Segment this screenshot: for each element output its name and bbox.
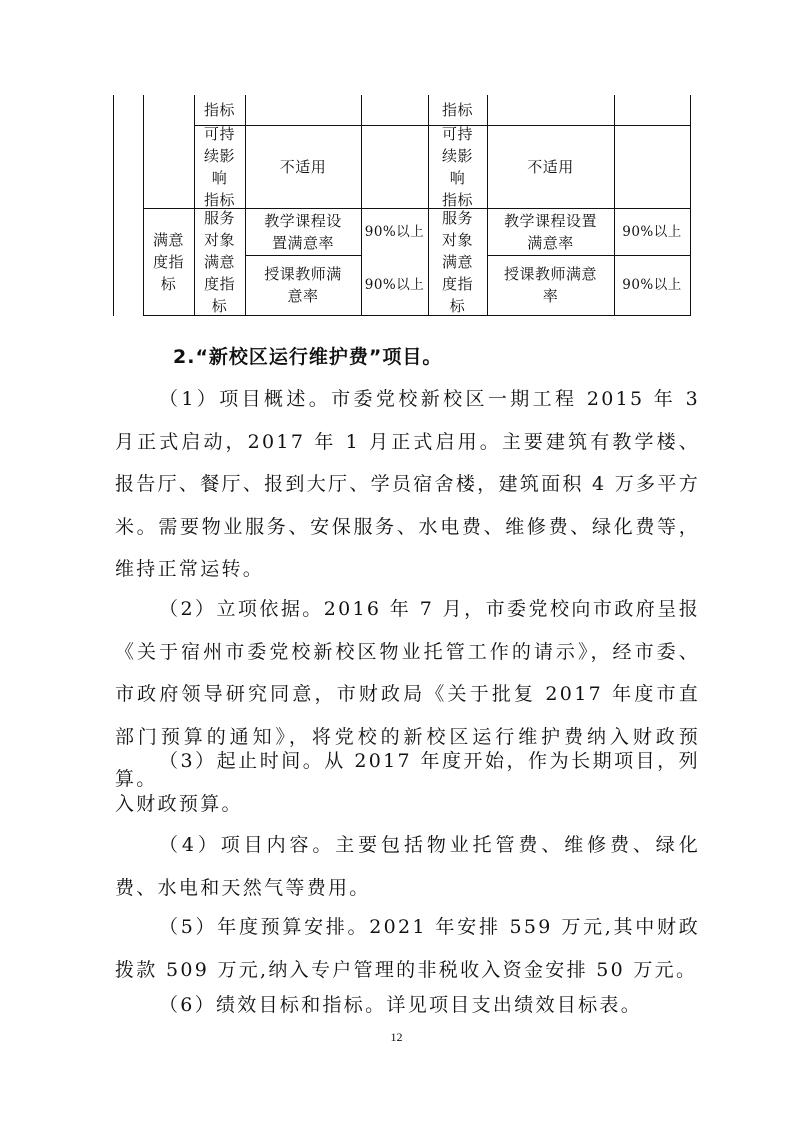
paragraph-overview: （1）项目概述。市委党校新校区一期工程 2015 年 3 月正式启动，2017 年 1 月正式启用。主要建筑有教学楼、报告厅、餐厅、报到大厅、学员宿舍楼，建筑面积 4 万多平方米。需要物业服务、安保服务、水电费、维修费、绿化费等，维持正常运转。 bbox=[115, 388, 700, 581]
table-cell-service-target-satisfaction-left: 服务 对象 满意 度指 标 bbox=[203, 208, 235, 315]
table-cell-sustainable-impact-right: 可持 续影 响 指标 bbox=[441, 124, 473, 209]
table-cell-satisfaction-category: 满意 度指 标 bbox=[152, 230, 184, 293]
paragraph-targets: （6）绩效目标和指标。详见项目支出绩效目标表。 bbox=[159, 994, 642, 1016]
table-cell-service-target-satisfaction-right: 服务 对象 满意 度指 标 bbox=[441, 208, 473, 315]
table-cell-not-applicable-right: 不适用 bbox=[527, 157, 574, 176]
table-cell-course-satisfaction-left: 教学课程设 置满意率 bbox=[264, 211, 342, 252]
table-cell-course-satisfaction-right: 教学课程设置 满意率 bbox=[503, 211, 597, 252]
paragraph-budget: （5）年度预算安排。2021 年安排 559 万元,其中财政拨款 509 万元,纳入专户管理的非税收入资金安排 50 万元。 bbox=[115, 916, 700, 981]
page-number: 12 bbox=[390, 1030, 403, 1044]
performance-indicator-table bbox=[0, 0, 793, 320]
table-cell-teacher-satisfaction-left: 授课教师满 意率 bbox=[264, 265, 342, 305]
table-cell-teacher-satisfaction-right: 授课教师满意 率 bbox=[503, 265, 597, 305]
table-cell-sustainable-impact-left: 可持 续影 响 指标 bbox=[203, 124, 235, 209]
paragraph-period: （3）起止时间。从 2017 年度开始，作为长期项目，列入财政预算。 bbox=[115, 750, 700, 815]
table-cell-course-satisfaction-value-left: 90%以上 bbox=[364, 223, 425, 240]
table-cell-teacher-satisfaction-value-right: 90%以上 bbox=[622, 277, 682, 293]
table-cell-indicator-right: 指标 bbox=[441, 101, 473, 119]
section-heading: 2.“新校区运行维护费”项目。 bbox=[173, 346, 443, 368]
table-border-right bbox=[690, 95, 691, 316]
paragraph-content: （4）项目内容。主要包括物业托管费、维修费、绿化费、水电和天然气等费用。 bbox=[115, 834, 700, 899]
table-cell-indicator-left: 指标 bbox=[203, 101, 235, 119]
table-border-outer-left bbox=[113, 95, 114, 316]
paragraph-basis: （2）立项依据。2016 年 7 月，市委党校向市政府呈报《关于宿州市委党校新校区物业托管工作的请示》，经市委、市政府领导研究同意，市财政局《关于批复 2017 年度市直部门预算的通知》，将党校的新校区运行维护费纳入财政预算。 bbox=[115, 598, 700, 791]
table-cell-not-applicable-left: 不适用 bbox=[279, 157, 327, 176]
table-cell-teacher-satisfaction-value-left: 90%以上 bbox=[364, 277, 425, 293]
table-cell-course-satisfaction-value-right: 90%以上 bbox=[622, 223, 682, 240]
